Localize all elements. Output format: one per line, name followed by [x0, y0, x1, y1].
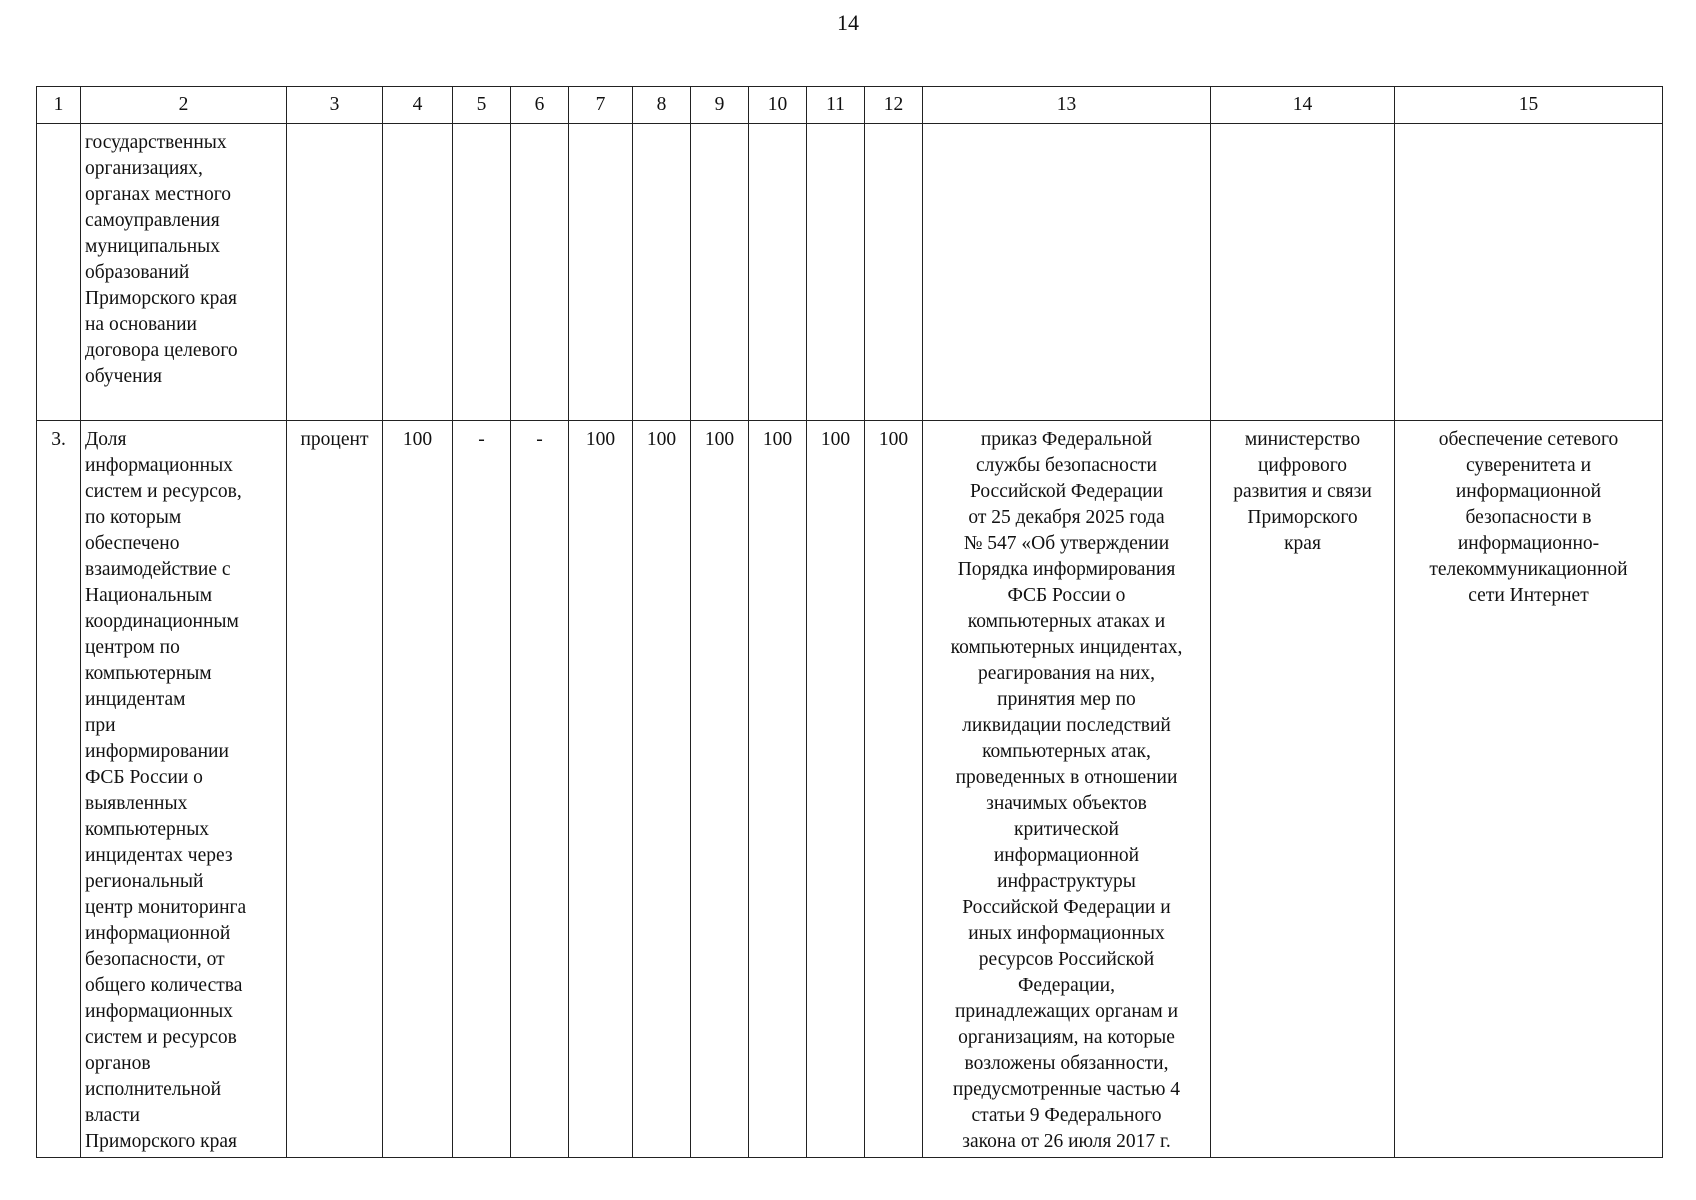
- table-cell-value: -: [511, 421, 569, 1158]
- page-number: 14: [837, 10, 859, 35]
- header-cell: 3: [287, 87, 383, 124]
- header-cell: 7: [569, 87, 633, 124]
- header-cell: 14: [1211, 87, 1395, 124]
- header-cell: 8: [633, 87, 691, 124]
- table-cell-value: 100: [691, 421, 749, 1158]
- header-cell: 10: [749, 87, 807, 124]
- table-cell-indicator-name: государственных организациях, органах местного самоуправления муниципальных образований Приморского края на основании договора целевого обучения: [81, 124, 287, 421]
- table-cell-value: [807, 124, 865, 421]
- table-cell-value: [691, 124, 749, 421]
- header-cell: 12: [865, 87, 923, 124]
- table-cell-num: [37, 124, 81, 421]
- table-cell-value: [865, 124, 923, 421]
- header-cell: 4: [383, 87, 453, 124]
- table-cell-indicator-name: Доля информационных систем и ресурсов, по которым обеспечено взаимодействие с Национальным координационным центром по компьютерным инцидентам при информировании ФСБ России о выявленных компьютерных инцидентах через региональный центр мониторинга информационной безопасности, от общего количества информационных систем и ресурсов органов исполнительной власти Приморского края: [81, 421, 287, 1158]
- table-cell-value: [453, 124, 511, 421]
- indicators-table: [36, 86, 1663, 1158]
- table-cell-basis: приказ Федеральной службы безопасности Российской Федерации от 25 декабря 2025 года № 547 «Об утверждении Порядка информирования ФСБ России о компьютерных атаках и компьютерных инцидентах, реагирования на них, принятия мер по ликвидации последствий компьютерных атак, проведенных в отношении значимых объектов критической информационной инфраструктуры Российской Федерации и иных информационных ресурсов Российской Федерации, принадлежащих органам и организациям, на которые возложены обязанности, предусмотренные частью 4 статьи 9 Федерального закона от 26 июля 2017 г.: [923, 421, 1211, 1158]
- table-cell-value: [383, 124, 453, 421]
- header-cell: 13: [923, 87, 1211, 124]
- table-cell-unit: [287, 124, 383, 421]
- header-cell: 1: [37, 87, 81, 124]
- table-cell-value: [633, 124, 691, 421]
- header-cell: 5: [453, 87, 511, 124]
- header-cell: 6: [511, 87, 569, 124]
- header-cell: 2: [81, 87, 287, 124]
- header-cell: 9: [691, 87, 749, 124]
- table-cell-num: 3.: [37, 421, 81, 1158]
- table-row: [37, 124, 1663, 421]
- table-cell-responsible: [1211, 124, 1395, 421]
- table-cell-value: 100: [633, 421, 691, 1158]
- table-cell-value: [511, 124, 569, 421]
- header-cell: 11: [807, 87, 865, 124]
- table-cell-unit: процент: [287, 421, 383, 1158]
- table-cell-value: [749, 124, 807, 421]
- table-cell-value: 100: [749, 421, 807, 1158]
- table-cell-value: -: [453, 421, 511, 1158]
- table-cell-value: [569, 124, 633, 421]
- table-cell-basis: [923, 124, 1211, 421]
- table-cell-responsible: министерство цифрового развития и связи Приморского края: [1211, 421, 1395, 1158]
- header-cell: 15: [1395, 87, 1663, 124]
- table-row: [37, 421, 1663, 1158]
- table-cell-goal: [1395, 124, 1663, 421]
- table-cell-value: 100: [383, 421, 453, 1158]
- table-cell-value: 100: [865, 421, 923, 1158]
- table-cell-goal: обеспечение сетевого суверенитета и информационной безопасности в информационно- телекоммуникационной сети Интернет: [1395, 421, 1663, 1158]
- table-cell-value: 100: [569, 421, 633, 1158]
- table-cell-value: 100: [807, 421, 865, 1158]
- table-header-row: [37, 87, 1663, 124]
